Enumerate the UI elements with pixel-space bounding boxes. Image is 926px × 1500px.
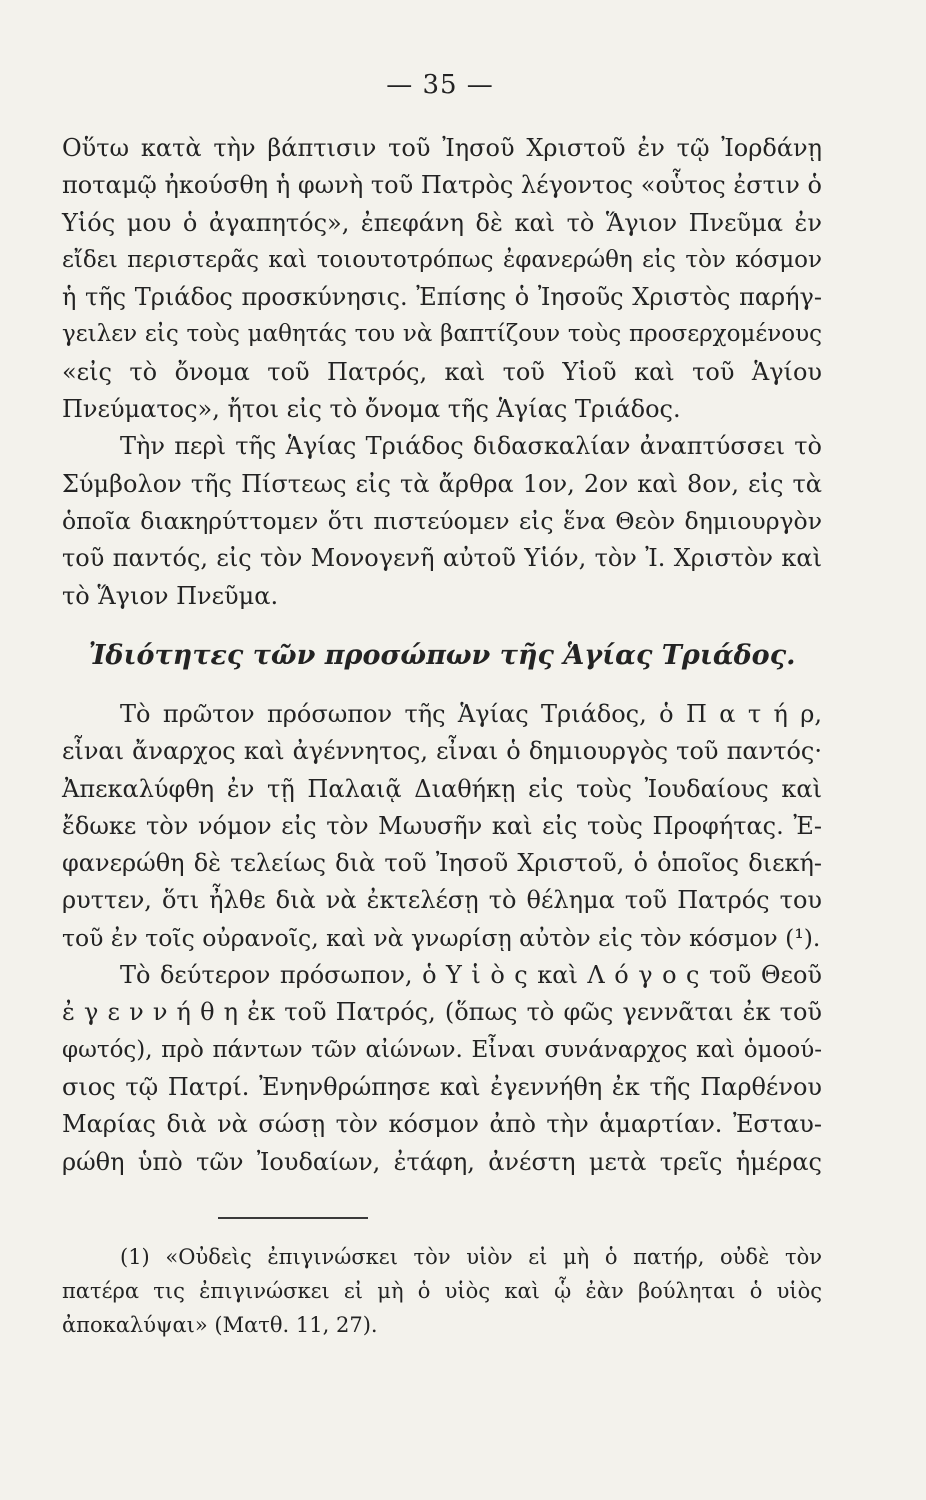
text-line: φανερώθη δὲ τελείως διὰ τοῦ Ἰησοῦ Χριστοῦ, ὁ ὁποῖος διεκή- [62, 849, 822, 878]
text-line: Πνεύματος», ἤτοι εἰς τὸ ὄνομα τῆς Ἁγίας Τριάδος. [62, 395, 681, 424]
text-line: εἴδει περιστερᾶς καὶ τοιουτοτρόπως ἐφανερώθη εἰς τὸν κόσμον [62, 246, 822, 273]
text-line: Τὸ πρῶτον πρόσωπον τῆς Ἁγίας Τριάδος, ὁ Π α τ ή ρ, [120, 700, 822, 728]
text-line: τοῦ ἐν τοῖς οὐρανοῖς, καὶ νὰ γνωρίσῃ αὐτὸν εἰς τὸν κόσμον (¹). [62, 923, 821, 952]
text-line: Τὴν περὶ τῆς Ἁγίας Τριάδος διδασκαλίαν ἀναπτύσσει τὸ [120, 432, 822, 461]
footnote-line: πατέρα τις ἐπιγινώσκει εἰ μὴ ὁ υἱὸς καὶ ᾧ ἐὰν βούληται ὁ υἱὸς [62, 1279, 822, 1303]
text-line: τὸ Ἅγιον Πνεῦμα. [62, 581, 279, 610]
footnote-line: ἀποκαλύψαι» (Ματθ. 11, 27). [62, 1313, 378, 1337]
text-line: Ἀπεκαλύφθη ἐν τῇ Παλαιᾷ Διαθήκῃ εἰς τοὺς Ἰουδαίους καὶ [62, 774, 822, 803]
text-line: Σύμβολον τῆς Πίστεως εἰς τὰ ἄρθρα 1ον, 2ον καὶ 8ον, εἰς τὰ [62, 469, 822, 498]
page-number: — 35 — [386, 70, 494, 100]
text-line: Μαρίας διὰ νὰ σώσῃ τὸν κόσμον ἀπὸ τὴν ἁμαρτίαν. Ἐσταυ- [62, 1110, 822, 1139]
text-line: Οὕτω κατὰ τὴν βάπτισιν τοῦ Ἰησοῦ Χριστοῦ ἐν τῷ Ἰορδάνῃ [62, 134, 822, 162]
text-line: ποταμῷ ἠκούσθη ἡ φωνὴ τοῦ Πατρὸς λέγοντος «οὗτος ἐστιν ὁ [62, 171, 822, 200]
text-line: ἔδωκε τὸν νόμον εἰς τὸν Μωυσῆν καὶ εἰς τοὺς Προφήτας. Ἐ- [62, 811, 822, 840]
text-line: φωτός), πρὸ πάντων τῶν αἰώνων. Εἶναι συνάναρχος καὶ ὁμοού- [62, 1036, 822, 1063]
footnote [62, 1240, 822, 1342]
text-line: ἡ τῆς Τριάδος προσκύνησις. Ἐπίσης ὁ Ἰησοῦς Χριστὸς παρήγ- [62, 283, 822, 312]
footnote-line: (1) «Οὐδεὶς ἐπιγινώσκει τὸν υἱὸν εἰ μὴ ὁ πατήρ, οὐδὲ τὸν [120, 1245, 822, 1269]
text-line: σιος τῷ Πατρί. Ἐνηνθρώπησε καὶ ἐγεννήθη ἐκ τῆς Παρθένου [62, 1072, 822, 1101]
text-line: εἶναι ἄναρχος καὶ ἀγέννητος, εἶναι ὁ δημιουργὸς τοῦ παντός· [62, 737, 822, 766]
body-text-bottom [62, 696, 822, 1181]
section-heading: Ἰδιότητες τῶν προσώπων τῆς Ἁγίας Τριάδος. [88, 640, 796, 671]
text-line: Τὸ δεύτερον πρόσωπον, ὁ Υ ἱ ὸ ς καὶ Λ ό γ ο ς τοῦ Θεοῦ [120, 961, 822, 990]
text-line: γειλεν εἰς τοὺς μαθητάς του νὰ βαπτίζουν τοὺς προσερχομένους [62, 321, 822, 348]
body-text-top [62, 130, 822, 615]
text-line: ἐ γ ε ν ν ή θ η ἐκ τοῦ Πατρός, (ὅπως τὸ φῶς γεννᾶται ἐκ τοῦ [62, 998, 822, 1027]
footnote-divider [218, 1217, 368, 1219]
text-line: ρυττεν, ὅτι ἦλθε διὰ νὰ ἐκτελέσῃ τὸ θέλημα τοῦ Πατρός του [62, 886, 822, 915]
text-line: ρώθη ὑπὸ τῶν Ἰουδαίων, ἐτάφη, ἀνέστη μετὰ τρεῖς ἡμέρας [62, 1147, 822, 1176]
text-line: ὁποῖα διακηρύττομεν ὅτι πιστεύομεν εἰς ἕνα Θεὸν δημιουργὸν [62, 506, 822, 535]
text-line: τοῦ παντός, εἰς τὸν Μονογενῆ αὐτοῦ Υἱόν, τὸν Ἰ. Χριστὸν καὶ [62, 544, 822, 573]
text-line: Υἱός μου ὁ ἀγαπητός», ἐπεφάνη δὲ καὶ τὸ Ἅγιον Πνεῦμα ἐν [62, 208, 822, 237]
text-line: «εἰς τὸ ὄνομα τοῦ Πατρός, καὶ τοῦ Υἱοῦ καὶ τοῦ Ἁγίου [62, 357, 822, 386]
